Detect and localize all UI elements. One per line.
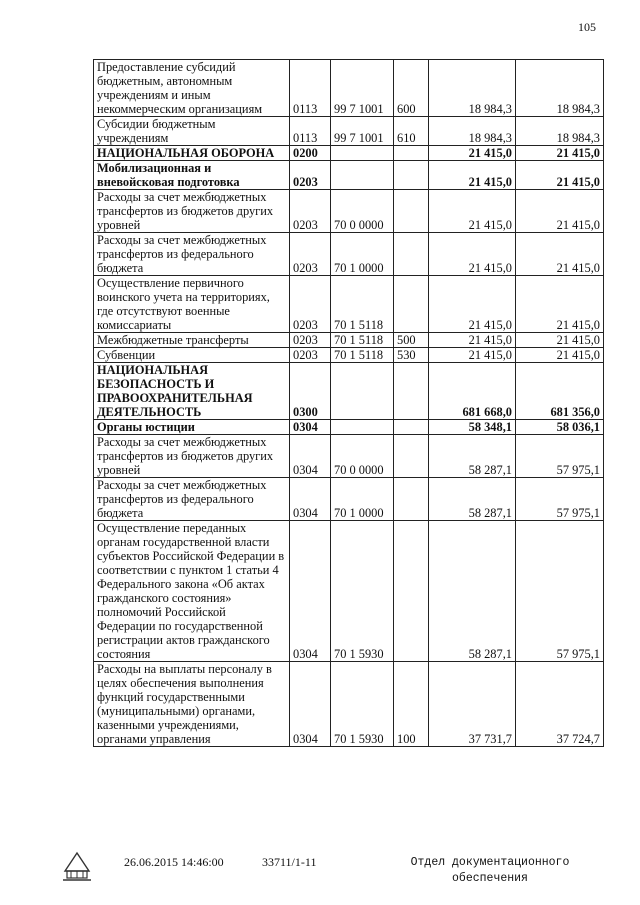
cell-name: Межбюджетные трансферты [94, 333, 290, 348]
cell-name: НАЦИОНАЛЬНАЯ ОБОРОНА [94, 146, 290, 161]
cell-target-article: 70 1 5118 [331, 348, 394, 363]
cell-section-code: 0304 [290, 521, 331, 662]
cell-expense-type: 610 [394, 117, 429, 146]
cell-name: Осуществление первичного воинского учета на территориях, где отсутствуют военные комиссариаты [94, 276, 290, 333]
table-row [94, 233, 604, 276]
cell-amount-2: 57 975,1 [516, 435, 604, 478]
cell-name: Расходы за счет межбюджетных трансфертов из федерального бюджета [94, 233, 290, 276]
cell-target-article [331, 146, 394, 161]
cell-amount-2: 57 975,1 [516, 521, 604, 662]
cell-name: Органы юстиции [94, 420, 290, 435]
cell-amount-2: 21 415,0 [516, 190, 604, 233]
cell-amount-1: 681 668,0 [429, 363, 516, 420]
cell-amount-2: 21 415,0 [516, 348, 604, 363]
cell-amount-2: 21 415,0 [516, 276, 604, 333]
cell-expense-type [394, 420, 429, 435]
cell-target-article [331, 363, 394, 420]
table-row [94, 190, 604, 233]
cell-expense-type [394, 435, 429, 478]
cell-expense-type [394, 190, 429, 233]
cell-section-code: 0200 [290, 146, 331, 161]
cell-section-code: 0300 [290, 363, 331, 420]
cell-amount-2: 18 984,3 [516, 117, 604, 146]
cell-amount-1: 21 415,0 [429, 333, 516, 348]
cell-amount-2: 21 415,0 [516, 233, 604, 276]
table-row [94, 662, 604, 747]
cell-expense-type [394, 363, 429, 420]
table-row [94, 60, 604, 117]
cell-name: Расходы на выплаты персоналу в целях обеспечения выполнения функций государственными (муниципальными) органами, казенными учреждениями, органами управления [94, 662, 290, 747]
cell-amount-1: 21 415,0 [429, 161, 516, 190]
cell-section-code: 0203 [290, 276, 331, 333]
cell-amount-1: 21 415,0 [429, 276, 516, 333]
table-row [94, 333, 604, 348]
cell-section-code: 0203 [290, 161, 331, 190]
cell-amount-2: 58 036,1 [516, 420, 604, 435]
cell-section-code: 0203 [290, 233, 331, 276]
cell-amount-1: 58 287,1 [429, 521, 516, 662]
footer-datetime: 26.06.2015 14:46:00 [124, 855, 224, 869]
table-row [94, 276, 604, 333]
cell-amount-1: 18 984,3 [429, 60, 516, 117]
cell-target-article: 70 1 5930 [331, 521, 394, 662]
cell-expense-type [394, 161, 429, 190]
cell-name: Осуществление переданных органам государственной власти субъектов Российской Федерации в соответствии с пунктом 1 статьи 4 Федерального закона «Об актах гражданского состояния» полномочий Российской Федерации по государственной регистрации актов гражданского состояния [94, 521, 290, 662]
cell-expense-type [394, 146, 429, 161]
cell-name: Субвенции [94, 348, 290, 363]
cell-target-article [331, 420, 394, 435]
cell-name: НАЦИОНАЛЬНАЯ БЕЗОПАСНОСТЬ И ПРАВООХРАНИТЕЛЬНАЯ ДЕЯТЕЛЬНОСТЬ [94, 363, 290, 420]
footer-department-line1: Отдел документационного [410, 856, 570, 869]
cell-amount-2: 21 415,0 [516, 161, 604, 190]
budget-table [93, 59, 604, 747]
cell-amount-1: 58 287,1 [429, 478, 516, 521]
cell-name: Расходы за счет межбюджетных трансфертов из федерального бюджета [94, 478, 290, 521]
cell-expense-type: 600 [394, 60, 429, 117]
cell-amount-1: 37 731,7 [429, 662, 516, 747]
cell-target-article: 70 1 5118 [331, 333, 394, 348]
cell-amount-2: 37 724,7 [516, 662, 604, 747]
table-row [94, 521, 604, 662]
cell-section-code: 0304 [290, 420, 331, 435]
cell-amount-2: 57 975,1 [516, 478, 604, 521]
footer-department [410, 855, 570, 887]
cell-expense-type [394, 521, 429, 662]
cell-expense-type: 500 [394, 333, 429, 348]
cell-amount-2: 18 984,3 [516, 60, 604, 117]
cell-amount-2: 681 356,0 [516, 363, 604, 420]
cell-section-code: 0304 [290, 435, 331, 478]
emblem-logo [59, 851, 95, 883]
cell-target-article: 99 7 1001 [331, 60, 394, 117]
footer-department-line2: обеспечения [452, 872, 528, 885]
cell-section-code: 0113 [290, 117, 331, 146]
cell-section-code: 0203 [290, 348, 331, 363]
cell-expense-type [394, 478, 429, 521]
cell-expense-type: 530 [394, 348, 429, 363]
table-row [94, 117, 604, 146]
cell-amount-1: 18 984,3 [429, 117, 516, 146]
cell-amount-1: 21 415,0 [429, 146, 516, 161]
cell-name: Предоставление субсидий бюджетным, автономным учреждениям и иным некоммерческим организациям [94, 60, 290, 117]
cell-section-code: 0304 [290, 662, 331, 747]
table-row [94, 348, 604, 363]
cell-target-article: 99 7 1001 [331, 117, 394, 146]
table-row [94, 363, 604, 420]
cell-amount-1: 21 415,0 [429, 190, 516, 233]
cell-name: Мобилизационная и вневойсковая подготовка [94, 161, 290, 190]
table-row [94, 161, 604, 190]
cell-target-article: 70 0 0000 [331, 190, 394, 233]
page-number: 105 [578, 20, 596, 34]
cell-section-code: 0203 [290, 333, 331, 348]
cell-target-article: 70 1 5118 [331, 276, 394, 333]
footer-doc-code: 33711/1-11 [262, 855, 317, 869]
cell-target-article: 70 1 0000 [331, 233, 394, 276]
cell-amount-2: 21 415,0 [516, 333, 604, 348]
cell-expense-type: 100 [394, 662, 429, 747]
cell-amount-1: 58 348,1 [429, 420, 516, 435]
cell-amount-1: 21 415,0 [429, 233, 516, 276]
table-row [94, 146, 604, 161]
cell-name: Расходы за счет межбюджетных трансфертов из бюджетов других уровней [94, 435, 290, 478]
cell-expense-type [394, 233, 429, 276]
cell-name: Субсидии бюджетным учреждениям [94, 117, 290, 146]
cell-section-code: 0113 [290, 60, 331, 117]
table-row [94, 435, 604, 478]
cell-target-article: 70 1 5930 [331, 662, 394, 747]
cell-section-code: 0203 [290, 190, 331, 233]
cell-name: Расходы за счет межбюджетных трансфертов из бюджетов других уровней [94, 190, 290, 233]
cell-section-code: 0304 [290, 478, 331, 521]
cell-amount-1: 21 415,0 [429, 348, 516, 363]
cell-target-article [331, 161, 394, 190]
cell-target-article: 70 1 0000 [331, 478, 394, 521]
table-row [94, 478, 604, 521]
cell-expense-type [394, 276, 429, 333]
cell-amount-1: 58 287,1 [429, 435, 516, 478]
table-row [94, 420, 604, 435]
cell-amount-2: 21 415,0 [516, 146, 604, 161]
cell-target-article: 70 0 0000 [331, 435, 394, 478]
